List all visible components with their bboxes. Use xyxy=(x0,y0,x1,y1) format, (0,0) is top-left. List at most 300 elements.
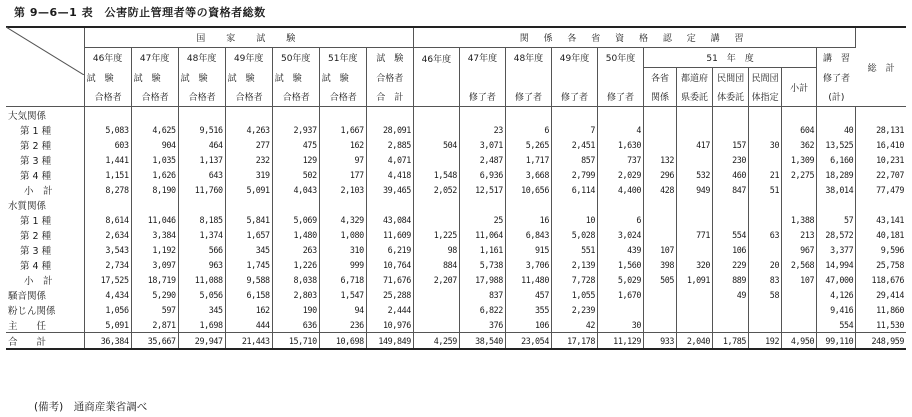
exam-sub-2: 合格者 xyxy=(319,87,366,107)
table-cell: 38,540 xyxy=(459,333,505,350)
table-cell: 13,525 xyxy=(817,137,856,152)
row-label: 小 計 xyxy=(6,272,84,287)
table-row xyxy=(6,242,906,257)
table-cell: 43,141 xyxy=(876,214,904,225)
exam-year-46: 46年度 xyxy=(84,48,131,68)
table-cell: 1,630 xyxy=(598,137,644,152)
table-cell: 1,388 xyxy=(782,212,817,227)
table-cell: 597 xyxy=(131,302,178,317)
table-cell xyxy=(713,212,749,227)
table-cell: 3,706 xyxy=(505,257,551,272)
table-cell: 362 xyxy=(782,137,817,152)
exam-sub-1: 試 験 xyxy=(84,68,131,88)
table-cell: 355 xyxy=(505,302,551,317)
table-cell xyxy=(644,317,677,333)
table-cell xyxy=(677,122,713,137)
table-cell: 504 xyxy=(413,137,459,152)
table-cell: 11,860 xyxy=(876,304,904,315)
table-cell xyxy=(644,197,677,212)
table-row xyxy=(6,257,906,272)
table-cell: 1,080 xyxy=(319,227,366,242)
row-label: 合 計 xyxy=(6,333,84,350)
table-cell: 230 xyxy=(713,152,749,167)
table-cell xyxy=(413,287,459,302)
y51-col-pref-1: 都道府 xyxy=(677,68,713,88)
table-cell xyxy=(413,197,459,212)
table-cell xyxy=(677,302,713,317)
table-cell: 1,225 xyxy=(413,227,459,242)
table-cell: 3,097 xyxy=(131,257,178,272)
table-cell: 636 xyxy=(272,317,319,333)
course-spacer xyxy=(551,68,597,88)
group-header-exam: 国 家 試 験 xyxy=(84,27,413,48)
table-cell: 162 xyxy=(225,302,272,317)
course-year-49: 49年度 xyxy=(551,48,597,68)
exam-sub-1: 試 験 xyxy=(178,68,225,88)
table-cell: 2,799 xyxy=(551,167,597,182)
table-cell xyxy=(749,197,782,212)
exam-sub-2: 合格者 xyxy=(272,87,319,107)
table-cell xyxy=(319,197,366,212)
table-cell: 439 xyxy=(598,242,644,257)
table-cell xyxy=(749,152,782,167)
table-cell: 190 xyxy=(272,302,319,317)
table-cell: 1,785 xyxy=(713,333,749,350)
table-cell: 5,028 xyxy=(551,227,597,242)
table-cell: 8,278 xyxy=(84,182,131,197)
table-cell: 4,126 xyxy=(817,287,856,302)
table-cell: 11,530 xyxy=(876,319,904,330)
table-cell xyxy=(644,212,677,227)
table-cell xyxy=(677,152,713,167)
table-cell: 11,046 xyxy=(131,212,178,227)
table-cell: 4,329 xyxy=(319,212,366,227)
table-cell: 49 xyxy=(713,287,749,302)
table-cell: 10,698 xyxy=(319,333,366,350)
table-cell: 4,950 xyxy=(782,333,817,350)
course-sub: 修了者 xyxy=(505,87,551,107)
table-cell: 118,676 xyxy=(871,274,904,285)
table-row xyxy=(6,197,906,212)
table-cell xyxy=(413,152,459,167)
table-cell: 3,071 xyxy=(459,137,505,152)
table-cell: 129 xyxy=(272,152,319,167)
table-cell: 963 xyxy=(178,257,225,272)
course-sub: 修了者 xyxy=(459,87,505,107)
row-label: 第 3 種 xyxy=(6,152,84,167)
table-cell: 5,056 xyxy=(178,287,225,302)
table-cell: 1,480 xyxy=(272,227,319,242)
table-cell: 3,543 xyxy=(84,242,131,257)
table-cell: 4,071 xyxy=(366,152,413,167)
table-cell: 157 xyxy=(713,137,749,152)
table-row xyxy=(6,107,906,123)
table-cell: 40 xyxy=(817,122,856,137)
table-cell: 6,936 xyxy=(459,167,505,182)
table-cell: 566 xyxy=(178,242,225,257)
table-cell xyxy=(598,107,644,123)
table-cell xyxy=(459,197,505,212)
table-cell: 6,718 xyxy=(319,272,366,287)
exam-year-47: 47年度 xyxy=(131,48,178,68)
row-label: 粉じん関係 xyxy=(6,302,84,317)
table-cell xyxy=(677,287,713,302)
table-cell: 554 xyxy=(817,317,856,333)
table-cell xyxy=(413,317,459,333)
table-row xyxy=(6,182,906,197)
table-cell: 25 xyxy=(459,212,505,227)
table-cell: 6,158 xyxy=(225,287,272,302)
table-cell: 1,035 xyxy=(131,152,178,167)
row-label: 第 1 種 xyxy=(6,212,84,227)
course-spacer xyxy=(505,68,551,88)
table-cell: 83 xyxy=(749,272,782,287)
table-cell: 15,710 xyxy=(272,333,319,350)
table-cell: 28,131 xyxy=(876,124,904,135)
row-label: 騒音関係 xyxy=(6,287,84,302)
table-cell xyxy=(856,107,906,123)
year51-header: 51 年 度 xyxy=(644,48,817,68)
table-cell xyxy=(178,107,225,123)
table-body xyxy=(6,107,906,350)
table-cell: 9,516 xyxy=(178,122,225,137)
table-cell: 949 xyxy=(677,182,713,197)
row-label: 第 1 種 xyxy=(6,122,84,137)
table-cell: 28,572 xyxy=(817,227,856,242)
table-cell: 603 xyxy=(84,137,131,152)
table-cell xyxy=(677,317,713,333)
table-cell: 737 xyxy=(598,152,644,167)
table-cell: 3,377 xyxy=(817,242,856,257)
course-total-header-3: (計) xyxy=(817,87,856,107)
row-label: 第 2 種 xyxy=(6,137,84,152)
table-cell: 30 xyxy=(598,317,644,333)
table-cell: 7 xyxy=(551,122,597,137)
y51-col-pref-2: 県委託 xyxy=(677,87,713,107)
table-cell: 11,088 xyxy=(178,272,225,287)
table-cell: 29,947 xyxy=(178,333,225,350)
table-cell: 30 xyxy=(749,137,782,152)
course-sub: 修了者 xyxy=(598,87,644,107)
table-cell: 5,083 xyxy=(84,122,131,137)
table-cell xyxy=(644,302,677,317)
table-cell xyxy=(366,197,413,212)
exam-year-51: 51年度 xyxy=(319,48,366,68)
table-cell xyxy=(505,197,551,212)
table-cell xyxy=(677,212,713,227)
exam-year-49: 49年度 xyxy=(225,48,272,68)
table-cell: 2,487 xyxy=(459,152,505,167)
table-cell: 43,084 xyxy=(366,212,413,227)
table-cell: 5,091 xyxy=(84,317,131,333)
table-cell: 25,758 xyxy=(876,259,904,270)
table-cell xyxy=(749,212,782,227)
course-year-48: 48年度 xyxy=(505,48,551,68)
exam-sub-1: 試 験 xyxy=(319,68,366,88)
table-cell: 2,139 xyxy=(551,257,597,272)
table-cell: 604 xyxy=(782,122,817,137)
table-cell: 29,414 xyxy=(876,289,904,300)
table-cell: 847 xyxy=(713,182,749,197)
table-cell: 2,803 xyxy=(272,287,319,302)
table-cell: 6,843 xyxy=(505,227,551,242)
y51-col-private-designated-1: 民間団 xyxy=(749,68,782,88)
table-cell: 11,480 xyxy=(505,272,551,287)
table-cell xyxy=(713,317,749,333)
table-cell: 3,024 xyxy=(598,227,644,242)
exam-sub-1: 試 験 xyxy=(131,68,178,88)
table-cell: 2,734 xyxy=(84,257,131,272)
table-cell: 6,219 xyxy=(366,242,413,257)
table-cell: 6 xyxy=(505,122,551,137)
table-cell: 132 xyxy=(644,152,677,167)
table-row xyxy=(6,152,906,167)
table-cell: 6 xyxy=(598,212,644,227)
exam-sub-1: 試 験 xyxy=(272,68,319,88)
table-cell: 4,434 xyxy=(84,287,131,302)
table-row xyxy=(6,287,906,302)
table-row xyxy=(6,302,906,317)
table-cell xyxy=(225,107,272,123)
table-row xyxy=(6,317,906,333)
course-total-header-2: 修了者 xyxy=(822,73,850,84)
row-label: 小 計 xyxy=(6,182,84,197)
table-cell: 9,596 xyxy=(880,244,904,255)
table-cell xyxy=(713,122,749,137)
exam-total-header-2: 合格者 xyxy=(366,68,413,88)
table-cell: 23,054 xyxy=(505,333,551,350)
table-cell: 229 xyxy=(713,257,749,272)
table-cell xyxy=(749,242,782,257)
y51-col-ministry-2: 関係 xyxy=(644,87,677,107)
table-cell: 17,525 xyxy=(84,272,131,287)
row-label: 主 任 xyxy=(6,317,84,333)
y51-subtotal-header: 小計 xyxy=(782,68,817,107)
exam-sub-2: 合格者 xyxy=(178,87,225,107)
table-cell: 25,288 xyxy=(366,287,413,302)
table-cell: 444 xyxy=(225,317,272,333)
table-cell: 63 xyxy=(749,227,782,242)
table-cell xyxy=(713,197,749,212)
table-cell xyxy=(505,107,551,123)
group-header-course: 関 係 各 省 資 格 認 定 講 習 xyxy=(413,27,855,48)
table-cell: 2,029 xyxy=(598,167,644,182)
table-cell: 47,000 xyxy=(817,272,856,287)
table-cell: 1,698 xyxy=(178,317,225,333)
table-cell: 5,069 xyxy=(272,212,319,227)
table-cell: 6,160 xyxy=(817,152,856,167)
exam-sub-2: 合格者 xyxy=(84,87,131,107)
table-cell: 51 xyxy=(749,182,782,197)
table-cell: 2,052 xyxy=(413,182,459,197)
table-cell: 107 xyxy=(644,242,677,257)
table-cell: 2,275 xyxy=(782,167,817,182)
table-cell xyxy=(677,107,713,123)
table-cell: 236 xyxy=(319,317,366,333)
table-cell xyxy=(598,197,644,212)
table-cell xyxy=(131,197,178,212)
course-sub: 修了者 xyxy=(551,87,597,107)
table-cell: 5,029 xyxy=(598,272,644,287)
table-cell: 21 xyxy=(749,167,782,182)
table-cell: 21,443 xyxy=(225,333,272,350)
table-cell xyxy=(782,317,817,333)
table-cell xyxy=(131,107,178,123)
table-cell: 857 xyxy=(551,152,597,167)
table-cell xyxy=(782,302,817,317)
table-cell: 98 xyxy=(413,242,459,257)
y51-col-private-commission-1: 民間団 xyxy=(713,68,749,88)
table-cell: 16 xyxy=(505,212,551,227)
table-cell: 11,760 xyxy=(178,182,225,197)
table-cell: 42 xyxy=(551,317,597,333)
table-cell: 8,038 xyxy=(272,272,319,287)
table-row xyxy=(6,333,906,350)
table-cell: 1,547 xyxy=(319,287,366,302)
exam-year-50: 50年度 xyxy=(272,48,319,68)
table-cell: 4,400 xyxy=(598,182,644,197)
table-cell: 97 xyxy=(319,152,366,167)
table-cell: 475 xyxy=(272,137,319,152)
table-cell: 6,822 xyxy=(459,302,505,317)
table-title: 第 9—6—1 表 公害防止管理者等の資格者総数 xyxy=(14,6,266,19)
table-cell: 5,290 xyxy=(131,287,178,302)
table-cell: 162 xyxy=(319,137,366,152)
table-cell: 1,161 xyxy=(459,242,505,257)
table-cell: 2,103 xyxy=(319,182,366,197)
table-cell: 149,849 xyxy=(366,333,413,350)
table-cell: 28,091 xyxy=(366,122,413,137)
table-cell: 398 xyxy=(644,257,677,272)
table-cell: 38,014 xyxy=(817,182,856,197)
table-cell xyxy=(319,107,366,123)
table-cell: 345 xyxy=(178,302,225,317)
table-cell: 9,588 xyxy=(225,272,272,287)
table-cell: 8,190 xyxy=(131,182,178,197)
table-cell: 7,728 xyxy=(551,272,597,287)
table-cell: 10,231 xyxy=(876,154,904,165)
table-cell: 532 xyxy=(677,167,713,182)
table-cell xyxy=(84,197,131,212)
table-cell xyxy=(782,182,817,197)
table-cell xyxy=(713,107,749,123)
table-cell: 3,384 xyxy=(131,227,178,242)
table-cell: 4,418 xyxy=(366,167,413,182)
table-cell xyxy=(782,197,817,212)
table-cell xyxy=(272,197,319,212)
table-cell xyxy=(817,197,856,212)
grand-total-header: 総 計 xyxy=(856,27,906,107)
table-cell xyxy=(782,107,817,123)
table-cell: 457 xyxy=(505,287,551,302)
table-cell: 6,114 xyxy=(551,182,597,197)
course-spacer xyxy=(598,68,644,88)
table-row xyxy=(6,137,906,152)
table-cell: 39,465 xyxy=(366,182,413,197)
table-cell: 5,265 xyxy=(505,137,551,152)
table-cell: 771 xyxy=(677,227,713,242)
table-cell: 8,614 xyxy=(84,212,131,227)
y51-col-private-designated-2: 体指定 xyxy=(749,87,782,107)
exam-total-header-3: 合 計 xyxy=(366,87,413,107)
table-cell xyxy=(366,107,413,123)
table-cell: 106 xyxy=(505,317,551,333)
table-cell: 11,064 xyxy=(459,227,505,242)
table-cell: 999 xyxy=(319,257,366,272)
table-cell xyxy=(713,302,749,317)
table-cell: 10,656 xyxy=(505,182,551,197)
table-cell: 4,625 xyxy=(131,122,178,137)
table-cell: 2,040 xyxy=(677,333,713,350)
table-cell: 5,738 xyxy=(459,257,505,272)
table-cell: 884 xyxy=(413,257,459,272)
table-row xyxy=(6,167,906,182)
table-cell: 345 xyxy=(225,242,272,257)
table-cell xyxy=(856,197,906,212)
table-cell: 1,226 xyxy=(272,257,319,272)
table-cell: 14,994 xyxy=(817,257,856,272)
table-cell: 1,192 xyxy=(131,242,178,257)
table-cell xyxy=(644,227,677,242)
table-cell: 320 xyxy=(677,257,713,272)
table-cell: 2,207 xyxy=(413,272,459,287)
exam-total-header-1: 試 験 xyxy=(366,48,413,68)
table-cell: 1,548 xyxy=(413,167,459,182)
table-cell xyxy=(551,107,597,123)
table-cell: 213 xyxy=(782,227,817,242)
table-cell: 23 xyxy=(459,122,505,137)
table-cell: 296 xyxy=(644,167,677,182)
row-label: 大気関係 xyxy=(6,107,84,123)
table-cell: 2,444 xyxy=(366,302,413,317)
y51-col-private-commission-2: 体委託 xyxy=(713,87,749,107)
table-cell: 460 xyxy=(713,167,749,182)
table-cell: 2,885 xyxy=(366,137,413,152)
table-cell: 2,937 xyxy=(272,122,319,137)
table-row xyxy=(6,212,906,227)
table-cell: 94 xyxy=(319,302,366,317)
table-cell: 18,719 xyxy=(131,272,178,287)
table-row xyxy=(6,227,906,242)
table-cell xyxy=(459,107,505,123)
table-cell xyxy=(817,107,856,123)
table-cell: 904 xyxy=(131,137,178,152)
table-cell xyxy=(644,137,677,152)
row-label: 第 3 種 xyxy=(6,242,84,257)
table-cell: 18,289 xyxy=(817,167,856,182)
course-year-47: 47年度 xyxy=(459,48,505,68)
table-cell xyxy=(782,287,817,302)
table-cell: 1,670 xyxy=(598,287,644,302)
table-cell: 2,634 xyxy=(84,227,131,242)
table-cell: 310 xyxy=(319,242,366,257)
table-cell: 17,988 xyxy=(459,272,505,287)
table-cell: 8,185 xyxy=(178,212,225,227)
table-cell xyxy=(178,197,225,212)
table-cell: 376 xyxy=(459,317,505,333)
table-cell: 263 xyxy=(272,242,319,257)
table-cell: 107 xyxy=(782,272,817,287)
table-cell xyxy=(749,302,782,317)
table-cell: 10 xyxy=(551,212,597,227)
course-spacer xyxy=(459,68,505,88)
table-cell: 16,410 xyxy=(876,139,904,150)
table-cell: 12,517 xyxy=(459,182,505,197)
table-cell: 933 xyxy=(644,333,677,350)
table-cell: 1,717 xyxy=(505,152,551,167)
table-cell xyxy=(644,287,677,302)
table-cell xyxy=(677,242,713,257)
